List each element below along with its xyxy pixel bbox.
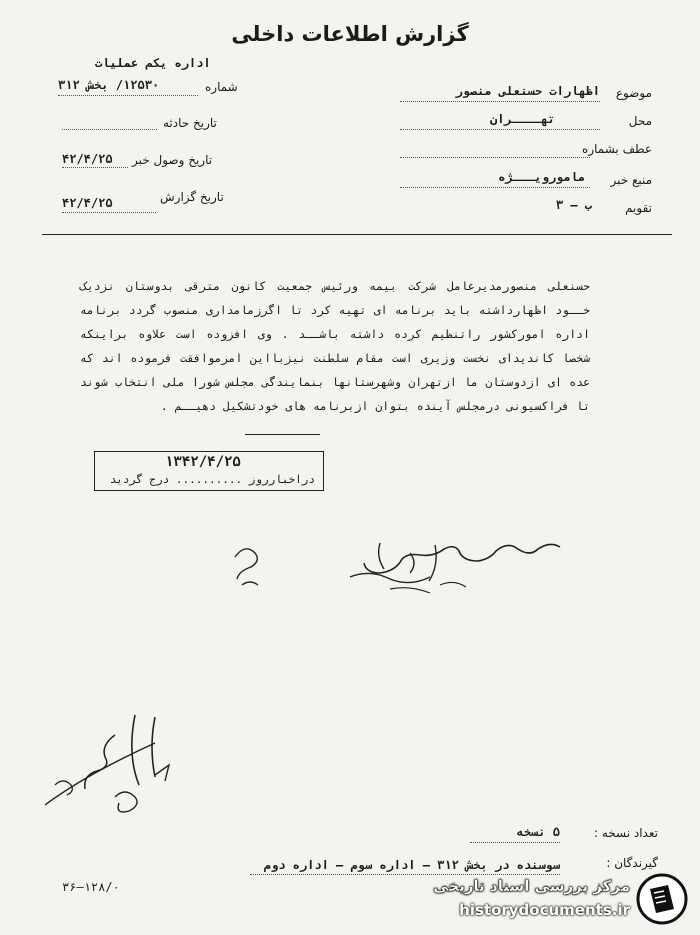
report-date-label: تاریخ گزارش	[160, 190, 224, 204]
subject-line	[400, 101, 600, 102]
copies-line	[470, 842, 560, 843]
incident-date-line	[62, 129, 157, 130]
copies-value: ۵ نسخه	[516, 825, 560, 839]
number-value: ۱۲۵۳۰/ بخش ۳۱۲	[58, 78, 160, 92]
source-line	[400, 187, 590, 188]
handwritten-signature-note	[230, 525, 570, 605]
header-separator	[42, 234, 672, 235]
number-line	[58, 95, 198, 96]
report-date-value: ۴۲/۴/۲۵	[62, 196, 113, 210]
copies-label: تعداد نسخه :	[593, 826, 658, 840]
form-code: ۱۲۸/۰—۳۶	[62, 880, 120, 894]
watermark-title: مرکز بررسی اسناد تاریخی	[433, 877, 630, 895]
handwritten-margin-note	[45, 705, 185, 820]
watermark-logo-icon	[636, 873, 688, 925]
end-rule	[245, 434, 320, 435]
report-body	[80, 274, 590, 418]
place-value: تهــــران	[489, 112, 555, 126]
subject-value: اظهارات حسنعلی منصور	[455, 84, 600, 98]
place-label: محل	[628, 114, 652, 128]
stamp-date: ۱۳۴۲/۴/۲۵	[165, 454, 241, 470]
department-name: اداره یکم عملیات	[95, 56, 211, 70]
incident-date-label: تاریخ حادثه	[163, 116, 217, 130]
receipt-date-line	[62, 167, 128, 168]
number-label: شماره	[205, 80, 238, 94]
watermark	[398, 873, 688, 927]
place-line	[400, 129, 600, 130]
watermark-url: historydocuments.ir	[459, 901, 630, 919]
archive-stamp	[94, 451, 324, 491]
rating-value: ب — ۳	[555, 198, 592, 212]
receipt-date-label: تاریخ وصول خبر	[132, 153, 213, 167]
source-label: منبع خبر	[610, 173, 652, 187]
stamp-text: دراخبارروز .......... درج گردید	[109, 473, 315, 486]
recipients-label: گیرندگان :	[606, 856, 658, 870]
reference-line	[400, 157, 590, 158]
source-value: مامورویـــژه	[498, 170, 585, 184]
document-title: گزارش اطلاعات داخلی	[231, 22, 469, 46]
reference-label: عطف بشماره	[582, 142, 652, 156]
rating-label: تقویم	[625, 201, 652, 215]
report-date-line	[62, 212, 156, 213]
receipt-date-value: ۴۲/۴/۲۵	[62, 152, 113, 166]
report-paragraph: حسنعلی منصورمدیرعامل شرکت بیمه ورئیس جمعیت کانون مترقی بدوستان نزدیک خــود اظهارداشته باید برنامه ای تهیه کرد تا اگرزمامداری منصوب گردد برنامه اداره امورکشور راتنظیم کرده داشته باشــد . وی افزوده است علاوه براینکه شخصا کاندیدای نخست وزیری است مقام سلطنت نیزبااین امرموافقت فرموده اند که عده ای ازدوستان ما ازتهران وشهرستانها بنمایندگی مجلس شورا ملی انتخاب شوند تا فراکسیونی درمجلس آینده بتوان ازبرنامه های خودتشکیل دهیــم .	[80, 279, 590, 413]
subject-label: موضوع	[615, 86, 652, 100]
recipients-value: سوسنده در بخش ۳۱۲ — اداره سوم — اداره دوم	[263, 858, 560, 872]
